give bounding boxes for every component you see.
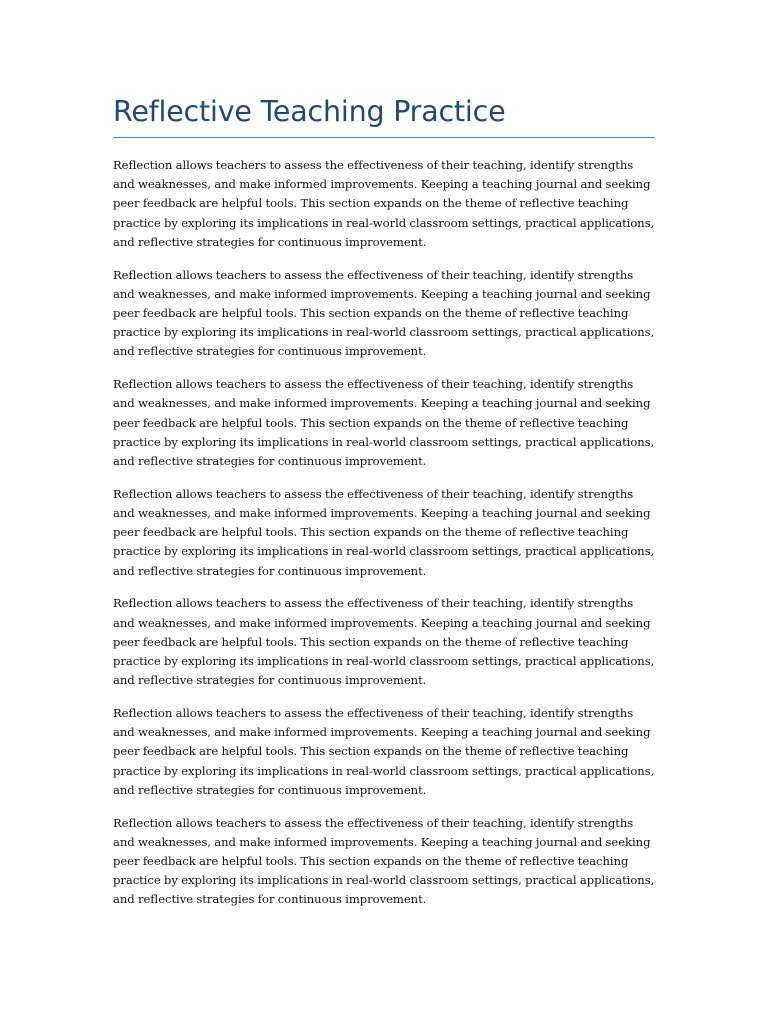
document-page (113, 92, 655, 923)
body-paragraph: Reflection allows teachers to assess the effectiveness of their teaching, identify strengths and weaknesses, and make informed improvements. Keeping a teaching journal and seeking peer feedback are helpful tools. This section expands on the theme of reflective teaching practice by exploring its implications in real-world classroom settings, practical applications, and reflective strategies for continuous improvement. (113, 158, 655, 249)
document-body (113, 156, 655, 910)
body-paragraph: Reflection allows teachers to assess the effectiveness of their teaching, identify strengths and weaknesses, and make informed improvements. Keeping a teaching journal and seeking peer feedback are helpful tools. This section expands on the theme of reflective teaching practice by exploring its implications in real-world classroom settings, practical applications, and reflective strategies for continuous improvement. (113, 815, 655, 907)
document-title: Reflective Teaching Practice (113, 92, 655, 138)
body-paragraph: Reflection allows teachers to assess the effectiveness of their teaching, identify strengths and weaknesses, and make informed improvements. Keeping a teaching journal and seeking peer feedback are helpful tools. This section expands on the theme of reflective teaching practice by exploring its implications in real-world classroom settings, practical applications, and reflective strategies for continuous improvement. (113, 486, 655, 578)
body-paragraph: Reflection allows teachers to assess the effectiveness of their teaching, identify strengths and weaknesses, and make informed improvements. Keeping a teaching journal and seeking peer feedback are helpful tools. This section expands on the theme of reflective teaching practice by exploring its implications in real-world classroom settings, practical applications, and reflective strategies for continuous improvement. (113, 267, 655, 359)
body-paragraph: Reflection allows teachers to assess the effectiveness of their teaching, identify strengths and weaknesses, and make informed improvements. Keeping a teaching journal and seeking peer feedback are helpful tools. This section expands on the theme of reflective teaching practice by exploring its implications in real-world classroom settings, practical applications, and reflective strategies for continuous improvement. (113, 377, 655, 469)
body-paragraph: Reflection allows teachers to assess the effectiveness of their teaching, identify strengths and weaknesses, and make informed improvements. Keeping a teaching journal and seeking peer feedback are helpful tools. This section expands on the theme of reflective teaching practice by exploring its implications in real-world classroom settings, practical applications, and reflective strategies for continuous improvement. (113, 596, 655, 688)
body-paragraph: Reflection allows teachers to assess the effectiveness of their teaching, identify strengths and weaknesses, and make informed improvements. Keeping a teaching journal and seeking peer feedback are helpful tools. This section expands on the theme of reflective teaching practice by exploring its implications in real-world classroom settings, practical applications, and reflective strategies for continuous improvement. (113, 706, 655, 797)
